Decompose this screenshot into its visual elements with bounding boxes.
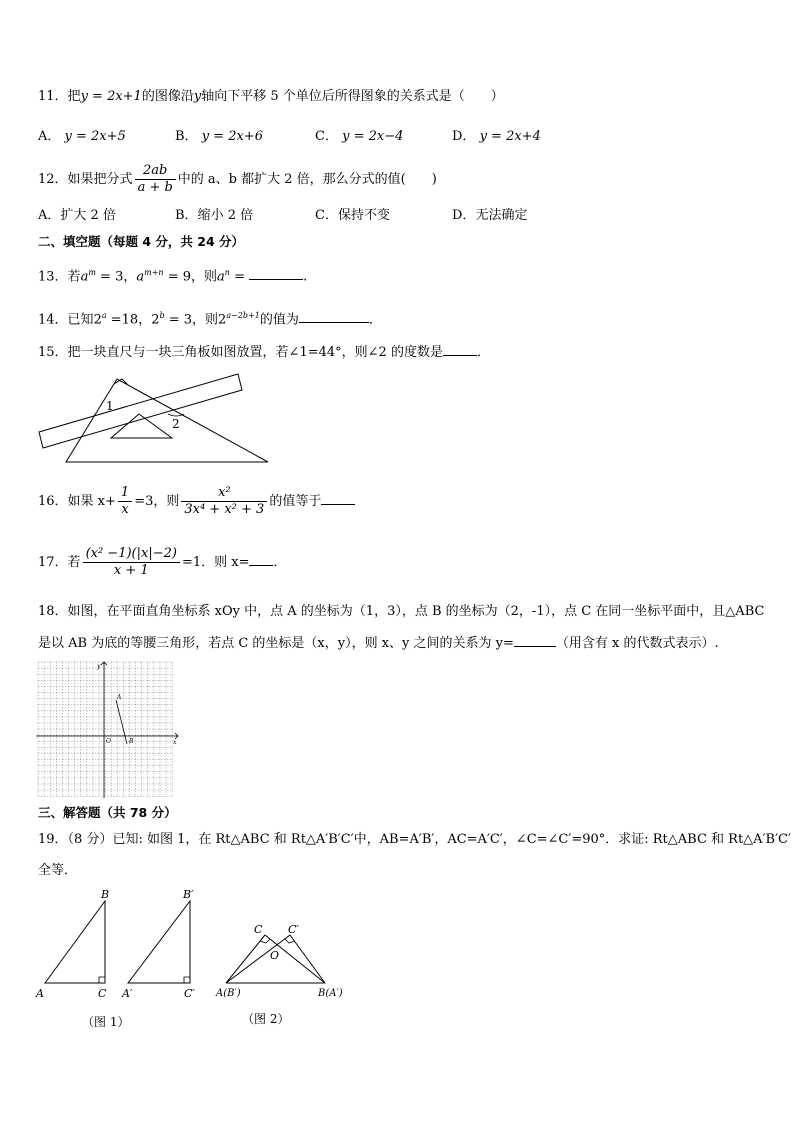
svg-text:C′: C′ bbox=[288, 923, 299, 936]
q11-number: 11． bbox=[38, 89, 68, 104]
svg-text:A(B′): A(B′) bbox=[216, 988, 241, 999]
q14-stem: 14．已知$2^a =18$，$2^b = 3$，则$2^{a-2b+1}$的值为 ． bbox=[38, 311, 382, 328]
q13-answer-blank[interactable] bbox=[249, 267, 303, 280]
q18-line-1: 18．如图，在平面直角坐标系 xOy 中，点 A 的坐标为（1，3），点 B 的坐标为（2，-1），点 C 在同一坐标平面中，且△ABC bbox=[38, 604, 765, 619]
svg-text:B(A′): B(A′) bbox=[318, 988, 343, 999]
svg-text:O: O bbox=[270, 949, 280, 962]
q15-figure bbox=[36, 372, 276, 468]
q16-fraction-1: $\frac{1}{x}$ bbox=[118, 485, 132, 518]
q11-option-a: A． y = 2x+5 bbox=[38, 129, 126, 144]
section-3-heading: 三、解答题（共 78 分） bbox=[38, 805, 177, 820]
q18-line-2: 是以 AB 为底的等腰三角形，若点 C 的坐标是（x，y），则 x、y 之间的关系为 y= （用含有 x 的代数式表示）. bbox=[38, 636, 719, 651]
svg-text:B′: B′ bbox=[183, 888, 194, 901]
q12-option-a: A．扩大 2 倍 bbox=[38, 208, 116, 223]
angle-1-label: 1 bbox=[106, 399, 114, 413]
svg-text:A: A bbox=[36, 987, 44, 1000]
angle-2-label: 2 bbox=[172, 417, 180, 431]
q17-stem: 17．若 $\frac{\text{(x² −1)(|x|−2)}}{x + 1}$ =1．则 x= ． bbox=[38, 546, 287, 578]
q18-coordinate-grid bbox=[36, 660, 182, 800]
q15-stem: 15．把一块直尺与一块三角板如图放置，若∠1=44°，则∠2 的度数是 ． bbox=[38, 345, 490, 360]
svg-text:C′: C′ bbox=[184, 987, 195, 1000]
q11-option-d: D． y = 2x+4 bbox=[452, 129, 541, 144]
q14-answer-blank[interactable] bbox=[299, 310, 369, 323]
svg-text:B: B bbox=[101, 888, 110, 901]
q15-answer-blank[interactable] bbox=[443, 343, 477, 356]
svg-text:O: O bbox=[106, 738, 111, 745]
straight-ruler bbox=[39, 374, 242, 448]
q19-line-1: 19．（8 分）已知: 如图 1，在 Rt△ABC 和 Rt△A′B′C′中，AB=A′B′，AC=A′C′，∠C=∠C′=90°．求证: Rt△ABC 和 Rt△A′B′C′ bbox=[38, 832, 791, 847]
section-2-heading: 二、填空题（每题 4 分，共 24 分） bbox=[38, 234, 245, 249]
figure-1-caption: （图 1） bbox=[82, 1015, 130, 1029]
q17-answer-blank[interactable] bbox=[249, 553, 273, 566]
q11-expression: y = 2x+1 bbox=[80, 89, 142, 104]
q19-figure-1 bbox=[30, 886, 220, 1036]
svg-text:y: y bbox=[97, 663, 101, 670]
q16-fraction-2: $\frac{\text{x²}}{\text{3x⁴ + x² + 3}}$ bbox=[181, 485, 267, 518]
svg-text:A′: A′ bbox=[122, 987, 133, 1000]
figure-2-caption: （图 2） bbox=[242, 1012, 290, 1026]
q19-figure-2 bbox=[212, 918, 362, 1034]
svg-text:A: A bbox=[117, 694, 122, 701]
q11-stem: 11．把y = 2x+1的图像沿y轴向下平移 5 个单位后所得图象的关系式是（ ） bbox=[38, 89, 504, 104]
q11-option-c: C． y = 2x−4 bbox=[315, 129, 404, 144]
q19-line-2: 全等． bbox=[38, 863, 78, 878]
q12-option-c: C．保持不变 bbox=[315, 208, 390, 223]
q13-stem: 13．若$a^m = 3$，$a^{m+n} = 9$，则$a^n$ = . bbox=[38, 268, 308, 285]
q12-fraction: $\frac{2ab}{a + b}$ bbox=[135, 163, 176, 196]
q16-answer-blank[interactable] bbox=[321, 492, 355, 505]
segment-ab bbox=[116, 700, 127, 744]
q12-option-b: B．缩小 2 倍 bbox=[175, 208, 254, 223]
svg-text:x: x bbox=[173, 739, 177, 746]
q12-option-d: D．无法确定 bbox=[452, 208, 528, 223]
svg-text:C: C bbox=[254, 923, 263, 936]
svg-text:B: B bbox=[129, 738, 134, 745]
svg-text:C: C bbox=[98, 987, 107, 1000]
q17-fraction: $\frac{\text{(x² −1)(|x|−2)}}{x + 1}$ bbox=[83, 546, 180, 579]
q12-stem: 12．如果把分式 $\frac{2ab}{a + b}$ 中的 a、b 都扩大 2 倍，那么分式的值( ) bbox=[38, 163, 437, 195]
q11-option-b: B． y = 2x+6 bbox=[175, 129, 263, 144]
q16-stem: 16．如果 x+ $\frac{1}{x}$ =3，则 $\frac{\text{x²}}{\text{3x⁴ + x² + 3}}$ 的值等于 bbox=[38, 482, 355, 522]
q18-answer-blank[interactable] bbox=[514, 634, 556, 647]
